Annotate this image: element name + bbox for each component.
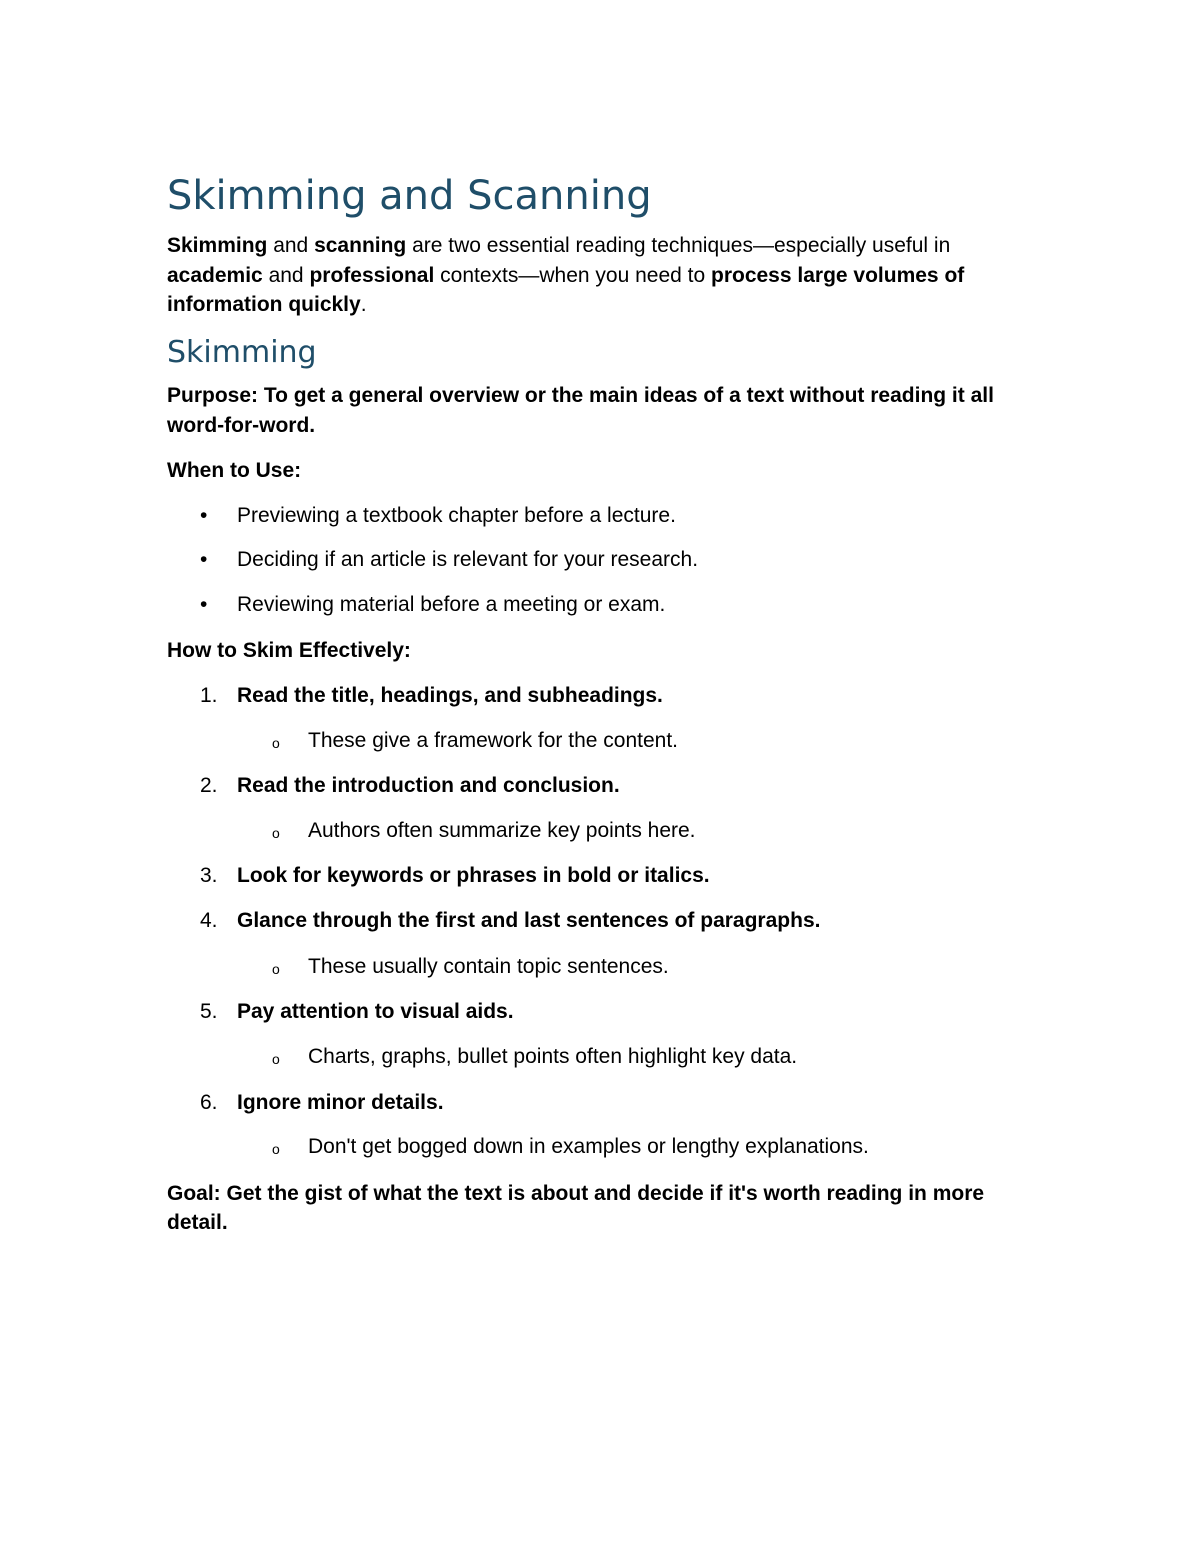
list-item: Deciding if an article is relevant for your research. bbox=[237, 548, 699, 571]
step-note: Authors often summarize key points here. bbox=[308, 819, 696, 842]
step-note: Don't get bogged down in examples or lengthy explanations. bbox=[308, 1135, 869, 1158]
list-item: Reviewing material before a meeting or exam. bbox=[237, 593, 666, 616]
purpose-paragraph: Purpose: To get a general overview or the main ideas of a text without reading it all word-for-word. bbox=[167, 384, 994, 437]
step-number: 1. bbox=[200, 684, 218, 707]
goal-paragraph: Goal: Get the gist of what the text is about and decide if it's worth reading in more detail. bbox=[167, 1182, 985, 1234]
bullet-icon: • bbox=[200, 593, 208, 616]
step-note: These usually contain topic sentences. bbox=[308, 955, 669, 978]
sub-bullet-icon: o bbox=[272, 825, 280, 841]
intro-text: are two essential reading techniques—especially useful in bbox=[406, 234, 951, 257]
section-heading-skimming: Skimming bbox=[167, 335, 317, 370]
step-text: Read the title, headings, and subheadings. bbox=[237, 684, 663, 707]
intro-text: and bbox=[267, 234, 315, 257]
sub-bullet-icon: o bbox=[272, 961, 280, 977]
sub-bullet-icon: o bbox=[272, 1051, 280, 1067]
bullet-icon: • bbox=[200, 548, 208, 571]
document-title: Skimming and Scanning bbox=[167, 173, 652, 219]
intro-paragraph bbox=[167, 231, 1037, 320]
step-number: 5. bbox=[200, 1000, 218, 1023]
step-text: Look for keywords or phrases in bold or italics. bbox=[237, 864, 710, 887]
step-text: Ignore minor details. bbox=[237, 1091, 444, 1114]
when-to-use-label: When to Use: bbox=[167, 459, 302, 482]
step-note: These give a framework for the content. bbox=[308, 729, 679, 752]
intro-text: and bbox=[262, 263, 310, 287]
step-note: Charts, graphs, bullet points often highlight key data. bbox=[308, 1045, 798, 1068]
step-text: Pay attention to visual aids. bbox=[237, 1000, 514, 1023]
step-number: 3. bbox=[200, 864, 218, 887]
how-to-skim-label: How to Skim Effectively: bbox=[167, 639, 411, 662]
step-number: 4. bbox=[200, 909, 218, 932]
step-text: Glance through the first and last sentences of paragraphs. bbox=[237, 909, 821, 932]
intro-academic-term: academic bbox=[167, 263, 263, 287]
sub-bullet-icon: o bbox=[272, 735, 280, 751]
sub-bullet-icon: o bbox=[272, 1141, 280, 1157]
intro-text: . bbox=[360, 293, 367, 316]
step-number: 2. bbox=[200, 774, 218, 797]
intro-professional-term: professional bbox=[309, 263, 435, 287]
intro-skimming-term: Skimming bbox=[167, 234, 268, 257]
bullet-icon: • bbox=[200, 504, 208, 527]
step-text: Read the introduction and conclusion. bbox=[237, 774, 620, 797]
intro-scanning-term: scanning bbox=[314, 234, 407, 257]
list-item: Previewing a textbook chapter before a lecture. bbox=[237, 504, 676, 527]
intro-process-phrase: process large volumes of information quickly bbox=[167, 263, 965, 316]
intro-text: contexts—when you need to bbox=[434, 263, 711, 287]
step-number: 6. bbox=[200, 1091, 218, 1114]
